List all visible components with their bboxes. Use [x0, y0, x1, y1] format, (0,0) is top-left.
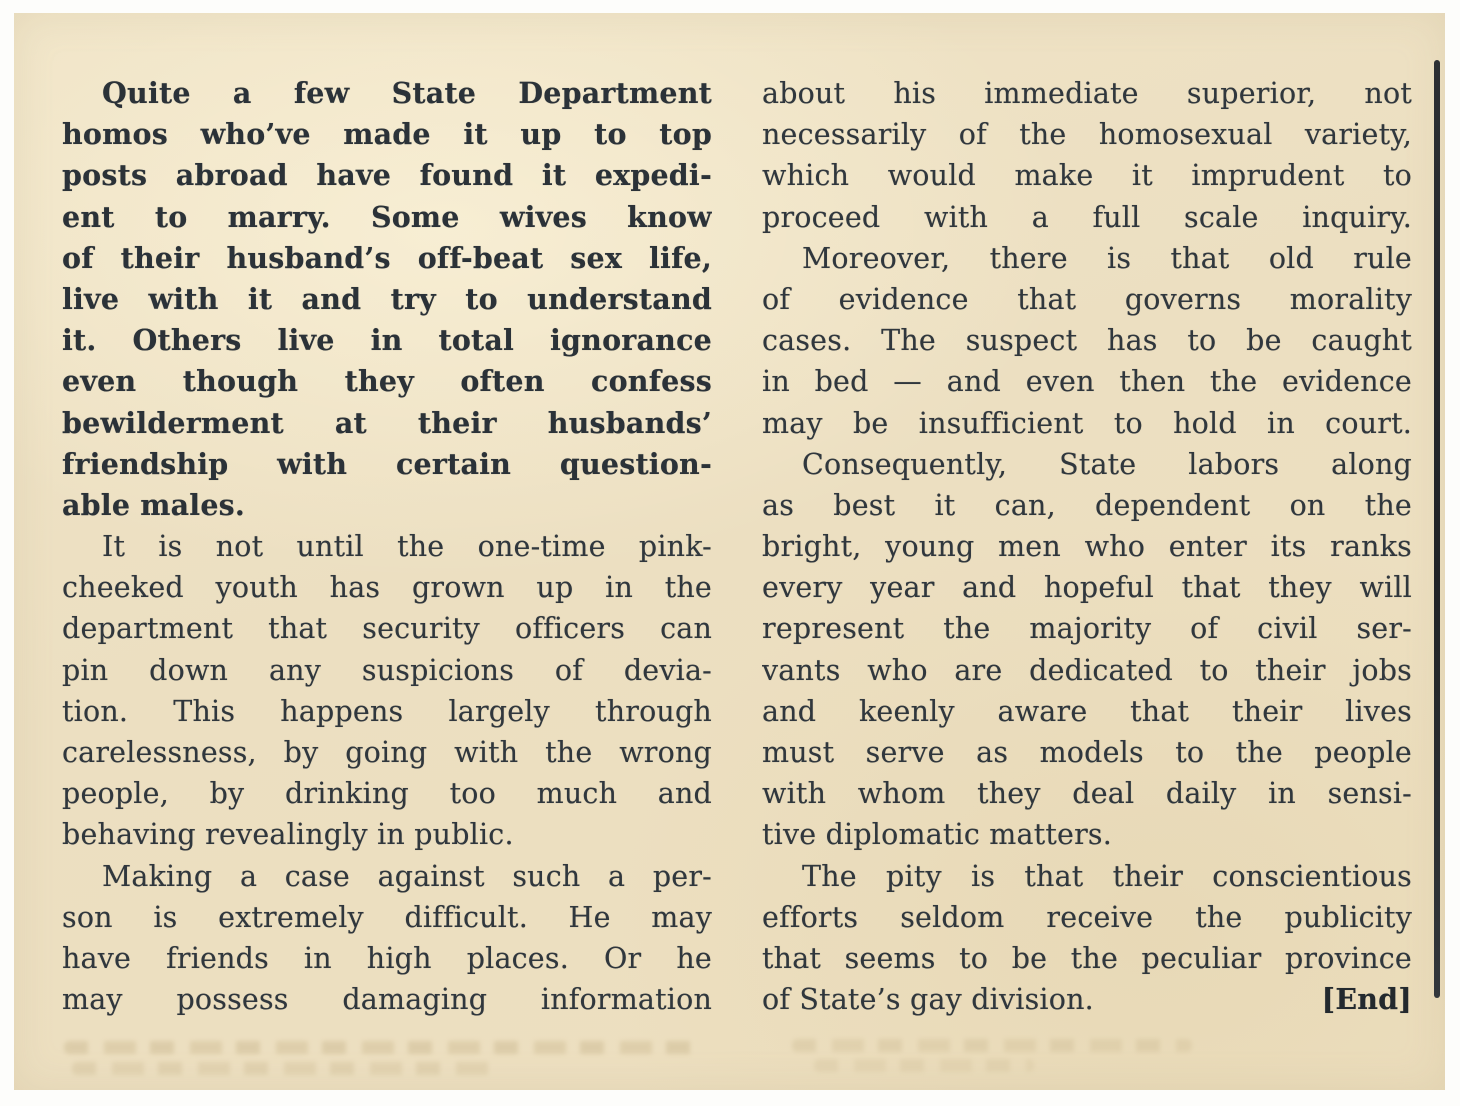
- text-line: behaving revealingly in public.: [62, 818, 514, 852]
- text-line: it. Others live in total ignorance: [62, 323, 712, 358]
- text-line: which would make it imprudent to: [762, 159, 1412, 193]
- text-line: tive diplomatic matters.: [762, 818, 1112, 852]
- show-through-smudge: [64, 1041, 704, 1054]
- text-line: even though they often confess: [62, 364, 712, 399]
- text-line: necessarily of the homosexual variety,: [762, 118, 1412, 152]
- text-line: department that security officers can: [62, 612, 712, 646]
- show-through-smudge: [792, 1039, 1192, 1052]
- text-line: of their husband’s off-beat sex life,: [62, 240, 712, 275]
- column-right: [762, 73, 1412, 1020]
- text-line: posts abroad have found it expedi-: [62, 158, 712, 193]
- text-line: cheeked youth has grown up in the: [62, 571, 712, 605]
- text-line: have friends in high places. Or he: [62, 941, 712, 975]
- text-line: about his immediate superior, not: [762, 77, 1412, 110]
- column-left: [62, 73, 712, 1020]
- text-line: live with it and try to understand: [62, 281, 712, 316]
- text-line: ent to marry. Some wives know: [62, 199, 712, 234]
- text-line: efforts seldom receive the publicity: [762, 900, 1412, 934]
- text-line: bright, young men who enter its ranks: [762, 530, 1412, 564]
- text-line: Quite a few State Department: [102, 76, 712, 110]
- text-line: with whom they deal daily in sensi-: [762, 777, 1412, 811]
- text-line: as best it can, dependent on the: [762, 488, 1412, 522]
- show-through-smudge: [72, 1062, 492, 1075]
- text-line: Making a case against such a per-: [102, 859, 712, 893]
- text-line: able males.: [62, 487, 246, 522]
- scanned-page: [14, 13, 1445, 1090]
- text-line: represent the majority of civil ser-: [762, 612, 1412, 646]
- text-line: may be insufficient to hold in court.: [762, 406, 1412, 440]
- text-line: [762, 979, 1412, 1020]
- text-line: pin down any suspicions of devia-: [62, 653, 712, 687]
- text-line: It is not until the one-time pink-: [102, 530, 712, 564]
- text-line: carelessness, by going with the wrong: [62, 736, 712, 769]
- text-line: that seems to be the peculiar province: [762, 941, 1412, 975]
- text-line: friendship with certain question-: [62, 446, 712, 481]
- text-line: people, by drinking too much and: [62, 777, 712, 811]
- text-line-content: of State’s gay division.: [762, 983, 1094, 1017]
- text-line: of evidence that governs morality: [762, 282, 1412, 316]
- end-marker: [End]: [1321, 982, 1412, 1017]
- text-line: cases. The suspect has to be caught: [762, 324, 1412, 358]
- text-line: Moreover, there is that old rule: [802, 241, 1412, 275]
- text-line: every year and hopeful that they will: [762, 571, 1412, 605]
- text-line: The pity is that their conscientious: [802, 859, 1412, 893]
- text-line: homos who’ve made it up to top: [62, 117, 712, 152]
- text-line: son is extremely difficult. He may: [62, 900, 712, 934]
- show-through-smudge: [814, 1059, 1034, 1072]
- text-line: in bed — and even then the evidence: [762, 365, 1412, 399]
- text-line: vants who are dedicated to their jobs: [762, 653, 1412, 687]
- text-line: may possess damaging information: [62, 983, 712, 1017]
- text-line: and keenly aware that their lives: [762, 694, 1412, 728]
- text-line: proceed with a full scale inquiry.: [762, 200, 1412, 234]
- text-line: tion. This happens largely through: [62, 694, 712, 728]
- text-line: must serve as models to the people: [762, 736, 1412, 769]
- text-line: Consequently, State labors along: [802, 447, 1412, 481]
- text-line: bewilderment at their husbands’: [62, 405, 712, 440]
- vertical-rule: [1434, 60, 1440, 998]
